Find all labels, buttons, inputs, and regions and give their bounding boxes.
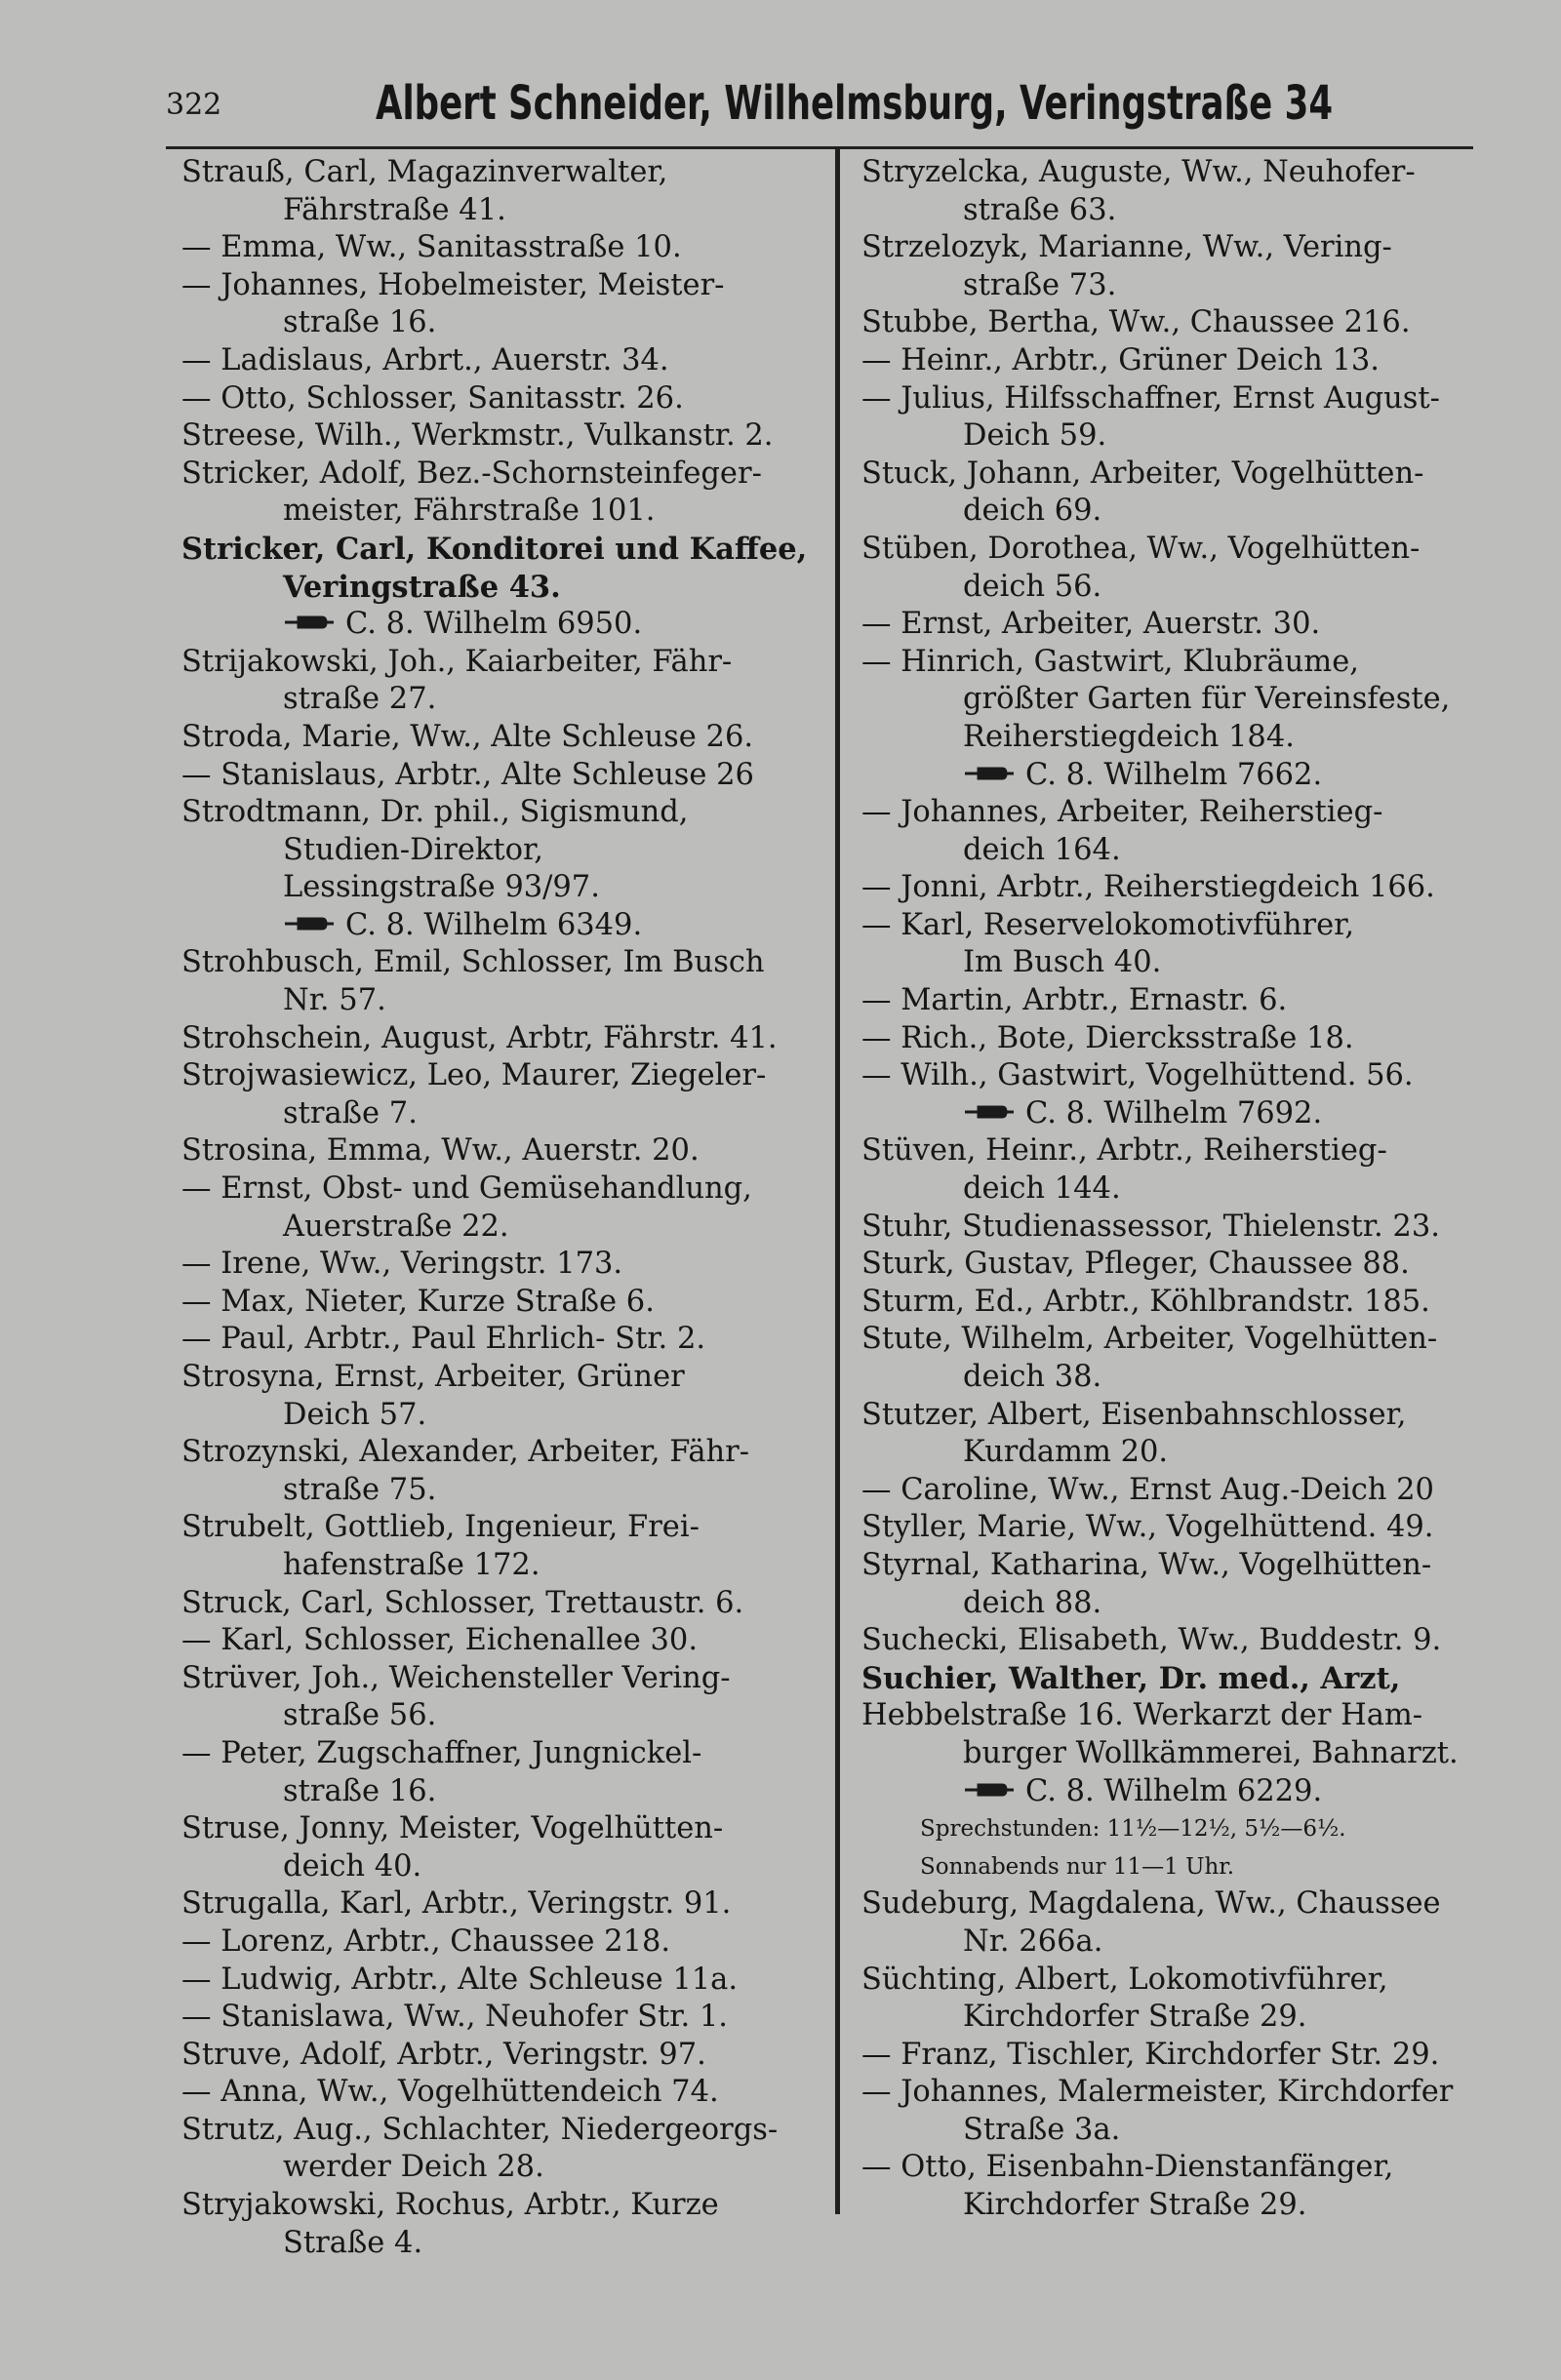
entry-continuation xyxy=(181,304,821,342)
directory-entry xyxy=(181,267,821,305)
directory-entry xyxy=(181,1509,821,1547)
entry-text: Auerstraße 22. xyxy=(283,1209,509,1244)
telephone-icon xyxy=(283,615,336,630)
directory-entry xyxy=(861,1132,1486,1170)
entry-text: Kirchdorfer Straße 29. xyxy=(963,2188,1307,2223)
directory-entry xyxy=(861,1397,1486,1435)
phone-line xyxy=(181,907,821,945)
phone-number: C. 8. Wilhelm 6349. xyxy=(345,907,643,942)
entry-text: — Caroline, Ww., Ernst Aug.-Deich 20 xyxy=(861,1472,1434,1507)
directory-entry xyxy=(181,644,821,682)
entry-continuation xyxy=(181,1397,821,1435)
directory-entry xyxy=(861,1962,1486,2000)
directory-entry xyxy=(861,869,1486,907)
entry-text: Nr. 57. xyxy=(283,983,386,1018)
entry-text: Straße 3a. xyxy=(963,2112,1121,2147)
entry-text: Suchier, Walther, Dr. med., Arzt, xyxy=(861,1660,1401,1696)
directory-entry xyxy=(861,1660,1486,1698)
entry-text: Stricker, Adolf, Bez.-Schornsteinfeger- xyxy=(181,456,762,491)
entry-text: Stüben, Dorothea, Ww., Vogelhütten- xyxy=(861,531,1421,566)
directory-entry xyxy=(861,1547,1486,1585)
directory-entry xyxy=(181,380,821,418)
directory-entry xyxy=(861,380,1486,418)
entry-text: burger Wollkämmerei, Bahnarzt. xyxy=(963,1735,1459,1770)
phone-number: C. 8. Wilhelm 6229. xyxy=(1025,1773,1323,1808)
directory-entry xyxy=(181,154,821,192)
entry-text: Strohschein, August, Arbtr, Fährstr. 41. xyxy=(181,1020,778,1055)
entry-continuation xyxy=(861,944,1486,982)
entry-text: Nr. 266a. xyxy=(963,1924,1103,1959)
entry-text: Straße 4. xyxy=(283,2225,423,2260)
entry-text: Strodtmann, Dr. phil., Sigismund, xyxy=(181,795,689,830)
directory-entry xyxy=(181,1622,821,1660)
entry-text: Stryzelcka, Auguste, Ww., Neuhofer- xyxy=(861,155,1416,189)
telephone-icon xyxy=(963,766,1016,781)
directory-entry xyxy=(181,1020,821,1058)
entry-text: — Ludwig, Arbtr., Alte Schleuse 11a. xyxy=(181,1962,739,1997)
directory-entry xyxy=(181,1057,821,1095)
entry-text: — Johannes, Arbeiter, Reiherstieg- xyxy=(861,795,1383,830)
directory-entry xyxy=(861,982,1486,1020)
entry-text: deich 144. xyxy=(963,1171,1121,1207)
entry-continuation xyxy=(861,832,1486,870)
entry-continuation xyxy=(181,1472,821,1510)
entry-text: Veringstraße 43. xyxy=(283,569,561,605)
phone-line xyxy=(861,1095,1486,1133)
entry-text: straße 56. xyxy=(283,1698,437,1733)
entry-continuation xyxy=(181,681,821,719)
entry-continuation xyxy=(181,1209,821,1247)
entry-text: — Franz, Tischler, Kirchdorfer Str. 29. xyxy=(861,2037,1440,2072)
directory-entry xyxy=(861,1020,1486,1058)
entry-continuation xyxy=(181,493,821,531)
entry-text: — Ladislaus, Arbrt., Auerstr. 34. xyxy=(181,342,669,377)
entry-text: hafenstraße 172. xyxy=(283,1547,540,1582)
entry-continuation xyxy=(861,1585,1486,1623)
entry-text: — Wilh., Gastwirt, Vogelhüttend. 56. xyxy=(861,1058,1414,1093)
page-number: 322 xyxy=(166,88,222,122)
entry-continuation xyxy=(861,1735,1486,1773)
phone-number: C. 8. Wilhelm 7692. xyxy=(1025,1095,1323,1130)
entry-continuation xyxy=(861,1170,1486,1209)
directory-entry xyxy=(181,1810,821,1848)
entry-text: Strüver, Joh., Weichensteller Vering- xyxy=(181,1660,731,1695)
entry-continuation xyxy=(181,2225,821,2263)
directory-entry xyxy=(861,1472,1486,1510)
entry-text: Suchecki, Elisabeth, Ww., Buddestr. 9. xyxy=(861,1623,1442,1658)
phone-line xyxy=(181,606,821,644)
entry-text: Sturm, Ed., Arbtr., Köhlbrandstr. 185. xyxy=(861,1284,1430,1319)
directory-entry xyxy=(861,1246,1486,1284)
entry-text: Stryjakowski, Rochus, Arbtr., Kurze xyxy=(181,2188,719,2223)
phone-line xyxy=(861,1773,1486,1811)
entry-text: Kurdamm 20. xyxy=(963,1435,1169,1470)
entry-continuation xyxy=(861,1999,1486,2037)
directory-entry xyxy=(181,1999,821,2037)
entry-text: Kirchdorfer Straße 29. xyxy=(963,2000,1307,2035)
entry-text: — Julius, Hilfsschaffner, Ernst August- xyxy=(861,380,1440,416)
directory-entry xyxy=(861,304,1486,342)
directory-entry xyxy=(181,1735,821,1773)
entry-continuation xyxy=(861,719,1486,757)
entry-text: meister, Fährstraße 101. xyxy=(283,494,656,529)
telephone-icon xyxy=(283,916,336,932)
entry-continuation xyxy=(861,192,1486,230)
entry-text: — Paul, Arbtr., Paul Ehrlich- Str. 2. xyxy=(181,1322,706,1357)
entry-text: Strutz, Aug., Schlachter, Niedergeorgs- xyxy=(181,2112,779,2147)
entry-text: Im Busch 40. xyxy=(963,945,1162,980)
entry-text: Strugalla, Karl, Arbtr., Veringstr. 91. xyxy=(181,1886,732,1922)
directory-entry xyxy=(861,644,1486,682)
office-hours-text: Sprechstunden: 11½—12½, 5½—6½. xyxy=(920,1816,1346,1843)
entry-text: Stubbe, Bertha, Ww., Chaussee 216. xyxy=(861,305,1411,340)
entry-text: Struve, Adolf, Arbtr., Veringstr. 97. xyxy=(181,2037,706,2072)
entry-text: straße 63. xyxy=(963,192,1117,227)
entry-text: — Irene, Ww., Veringstr. 173. xyxy=(181,1247,623,1282)
entry-text: Strojwasiewicz, Leo, Maurer, Ziegeler- xyxy=(181,1058,767,1093)
directory-entry xyxy=(181,1885,821,1924)
entry-text: Strubelt, Gottlieb, Ingenieur, Frei- xyxy=(181,1510,700,1545)
entry-text: Deich 59. xyxy=(963,418,1107,454)
telephone-icon xyxy=(963,1782,1016,1798)
directory-entry xyxy=(181,1359,821,1397)
entry-text: — Stanislaus, Arbtr., Alte Schleuse 26 xyxy=(181,757,754,792)
entry-text: — Karl, Reservelokomotivführer, xyxy=(861,907,1355,942)
entry-text: straße 73. xyxy=(963,267,1117,302)
telephone-icon xyxy=(963,1104,1016,1120)
directory-entry xyxy=(181,1924,821,1962)
entry-text: — Jonni, Arbtr., Reiherstiegdeich 166. xyxy=(861,870,1435,905)
directory-entry xyxy=(861,2037,1486,2075)
directory-entry xyxy=(181,417,821,456)
entry-text: — Stanislawa, Ww., Neuhofer Str. 1. xyxy=(181,2000,728,2035)
entry-continuation xyxy=(861,1924,1486,1962)
entry-text: — Rich., Bote, Diercksstraße 18. xyxy=(861,1020,1354,1055)
directory-entry xyxy=(861,342,1486,380)
entry-text: Reiherstiegdeich 184. xyxy=(963,719,1295,754)
entry-continuation xyxy=(181,869,821,907)
entry-text: straße 16. xyxy=(283,1773,437,1808)
directory-entry xyxy=(181,719,821,757)
office-hours-text: Sonnabends nur 11—1 Uhr. xyxy=(920,1853,1235,1880)
entry-text: — Emma, Ww., Sanitasstraße 10. xyxy=(181,230,682,265)
directory-entry xyxy=(181,2037,821,2075)
entry-text: Sturk, Gustav, Pfleger, Chaussee 88. xyxy=(861,1247,1410,1282)
directory-entry xyxy=(861,794,1486,832)
entry-text: deich 56. xyxy=(963,569,1102,604)
entry-continuation xyxy=(181,1773,821,1811)
entry-text: Strozynski, Alexander, Arbeiter, Fähr- xyxy=(181,1435,750,1470)
entry-text: deich 40. xyxy=(283,1848,422,1884)
entry-text: Strosyna, Ernst, Arbeiter, Grüner xyxy=(181,1360,685,1394)
directory-entry xyxy=(181,229,821,267)
entry-text: — Peter, Zugschaffner, Jungnickel- xyxy=(181,1735,702,1770)
directory-entry xyxy=(861,907,1486,945)
entry-text: Süchting, Albert, Lokomotivführer, xyxy=(861,1962,1388,1997)
entry-text: Hebbelstraße 16. Werkarzt der Ham- xyxy=(861,1698,1423,1733)
directory-entry xyxy=(181,456,821,494)
entry-continuation xyxy=(181,832,821,870)
entry-continuation xyxy=(861,493,1486,531)
entry-continuation xyxy=(861,417,1486,456)
entry-text: Struck, Carl, Schlosser, Trettaustr. 6. xyxy=(181,1585,744,1620)
directory-entry xyxy=(861,531,1486,569)
directory-entry xyxy=(861,1284,1486,1322)
entry-text: Struse, Jonny, Meister, Vogelhütten- xyxy=(181,1811,724,1846)
directory-entry xyxy=(181,2074,821,2112)
right-column xyxy=(861,154,1486,2225)
entry-continuation xyxy=(861,1359,1486,1397)
entry-text: Studien-Direktor, xyxy=(283,832,543,867)
entry-text: Fährstraße 41. xyxy=(283,192,506,227)
directory-entry xyxy=(181,1321,821,1359)
directory-entry xyxy=(861,456,1486,494)
directory-entry xyxy=(861,1057,1486,1095)
entry-text: deich 38. xyxy=(963,1360,1102,1394)
entry-text: werder Deich 28. xyxy=(283,2150,544,2185)
office-hours xyxy=(861,1810,1486,1848)
entry-continuation xyxy=(181,982,821,1020)
entry-text: deich 88. xyxy=(963,1585,1102,1620)
entry-continuation xyxy=(861,2187,1486,2225)
entry-text: Strosina, Emma, Ww., Auerstr. 20. xyxy=(181,1133,700,1169)
entry-text: — Hinrich, Gastwirt, Klubräume, xyxy=(861,644,1359,679)
entry-text: — Otto, Schlosser, Sanitasstr. 26. xyxy=(181,380,684,416)
entry-text: größter Garten für Vereinsfeste, xyxy=(963,682,1451,717)
phone-line xyxy=(861,757,1486,795)
column-divider xyxy=(835,146,840,2214)
left-column xyxy=(181,154,821,2262)
directory-entry xyxy=(861,1885,1486,1924)
entry-text: Styrnal, Katharina, Ww., Vogelhütten- xyxy=(861,1547,1432,1582)
directory-entry xyxy=(861,1622,1486,1660)
entry-text: Stricker, Carl, Konditorei und Kaffee, xyxy=(181,531,808,567)
entry-text: — Johannes, Malermeister, Kirchdorfer xyxy=(861,2075,1454,2110)
entry-text: straße 16. xyxy=(283,305,437,340)
entry-text: Stutzer, Albert, Eisenbahnschlosser, xyxy=(861,1397,1407,1432)
directory-entry xyxy=(181,1284,821,1322)
directory-entry xyxy=(181,1585,821,1623)
entry-continuation xyxy=(181,192,821,230)
directory-entry xyxy=(861,154,1486,192)
entry-continuation xyxy=(861,267,1486,305)
entry-text: — Anna, Ww., Vogelhüttendeich 74. xyxy=(181,2075,719,2110)
entry-continuation xyxy=(861,569,1486,607)
directory-entry xyxy=(861,1509,1486,1547)
directory-entry xyxy=(181,342,821,380)
entry-continuation xyxy=(181,1547,821,1585)
entry-text: Stute, Wilhelm, Arbeiter, Vogelhütten- xyxy=(861,1322,1438,1357)
entry-text: Stroda, Marie, Ww., Alte Schleuse 26. xyxy=(181,719,754,754)
entry-text: Styller, Marie, Ww., Vogelhüttend. 49. xyxy=(861,1510,1434,1545)
entry-continuation xyxy=(181,1095,821,1133)
phone-number: C. 8. Wilhelm 6950. xyxy=(345,607,643,642)
entry-text: — Max, Nieter, Kurze Straße 6. xyxy=(181,1284,655,1319)
directory-entry xyxy=(861,1697,1486,1735)
entry-text: — Johannes, Hobelmeister, Meister- xyxy=(181,267,725,302)
entry-text: Stuhr, Studienassessor, Thielenstr. 23. xyxy=(861,1209,1440,1244)
directory-entry xyxy=(181,2187,821,2225)
directory-entry xyxy=(861,1321,1486,1359)
entry-text: straße 7. xyxy=(283,1095,418,1130)
entry-text: — Martin, Arbtr., Ernastr. 6. xyxy=(861,983,1288,1018)
entry-text: Strauß, Carl, Magazinverwalter, xyxy=(181,155,668,189)
entry-text: Stuck, Johann, Arbeiter, Vogelhütten- xyxy=(861,456,1424,491)
entry-continuation xyxy=(861,2112,1486,2150)
entry-continuation xyxy=(181,1697,821,1735)
entry-text: Strzelozyk, Marianne, Ww., Vering- xyxy=(861,230,1392,265)
entry-text: straße 75. xyxy=(283,1472,437,1507)
entry-text: Streese, Wilh., Werkmstr., Vulkanstr. 2. xyxy=(181,418,774,454)
entry-text: deich 69. xyxy=(963,494,1102,529)
entry-text: Stüven, Heinr., Arbtr., Reiherstieg- xyxy=(861,1133,1387,1169)
entry-continuation xyxy=(861,1434,1486,1472)
entry-text: — Karl, Schlosser, Eichenallee 30. xyxy=(181,1623,699,1658)
entry-text: Lessingstraße 93/97. xyxy=(283,870,600,905)
phone-number: C. 8. Wilhelm 7662. xyxy=(1025,757,1323,792)
directory-entry xyxy=(181,2112,821,2150)
directory-entry xyxy=(861,2074,1486,2112)
directory-entry xyxy=(181,1434,821,1472)
directory-entry xyxy=(181,531,821,569)
entry-text: deich 164. xyxy=(963,832,1121,867)
entry-text: — Heinr., Arbtr., Grüner Deich 13. xyxy=(861,342,1380,377)
entry-text: — Ernst, Arbeiter, Auerstr. 30. xyxy=(861,607,1321,642)
directory-entry xyxy=(181,944,821,982)
entry-text: Strohbusch, Emil, Schlosser, Im Busch xyxy=(181,945,765,980)
page-header: Albert Schneider, Wilhelmsburg, Veringstraße 34 xyxy=(376,76,1334,131)
directory-entry xyxy=(861,2149,1486,2187)
entry-text: Sudeburg, Magdalena, Ww., Chaussee xyxy=(861,1886,1441,1922)
directory-entry xyxy=(861,229,1486,267)
directory-entry xyxy=(861,1209,1486,1247)
entry-text: — Otto, Eisenbahn-Dienstanfänger, xyxy=(861,2150,1394,2185)
directory-entry xyxy=(861,606,1486,644)
directory-entry xyxy=(181,794,821,832)
entry-continuation xyxy=(181,2149,821,2187)
directory-entry xyxy=(181,1132,821,1170)
entry-text: Strijakowski, Joh., Kaiarbeiter, Fähr- xyxy=(181,644,733,679)
directory-entry xyxy=(181,757,821,795)
directory-entry xyxy=(181,1246,821,1284)
entry-text: Deich 57. xyxy=(283,1397,427,1432)
header-rule xyxy=(166,146,1473,149)
entry-continuation xyxy=(181,569,821,607)
entry-text: — Ernst, Obst- und Gemüsehandlung, xyxy=(181,1171,752,1207)
office-hours xyxy=(861,1848,1486,1886)
directory-entry xyxy=(181,1660,821,1698)
directory-entry xyxy=(181,1962,821,2000)
entry-text: straße 27. xyxy=(283,682,437,717)
entry-text: — Lorenz, Arbtr., Chaussee 218. xyxy=(181,1924,671,1959)
entry-continuation xyxy=(181,1848,821,1886)
directory-entry xyxy=(181,1170,821,1209)
entry-continuation xyxy=(861,681,1486,719)
